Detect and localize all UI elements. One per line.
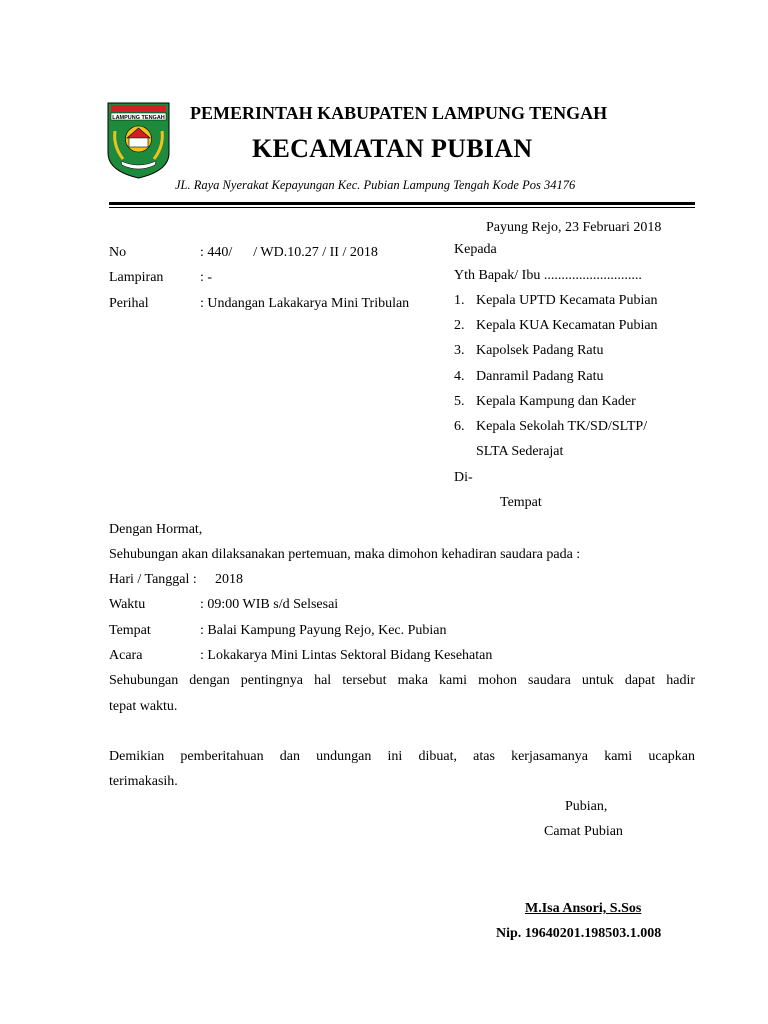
list-item-num: 6. [454,419,465,434]
list-item-num: 1. [454,293,465,308]
signature-name: M.Isa Ansori, S.Sos [525,901,642,916]
list-item: Danramil Padang Ratu [476,369,604,384]
list-item: Kepala Kampung dan Kader [476,394,636,409]
hari-label: Hari / Tanggal : [109,572,197,587]
list-item: Kepala KUA Kecamatan Pubian [476,318,658,333]
list-item-continuation: SLTA Sederajat [476,444,564,459]
lampiran-value: : - [200,270,213,285]
acara-label: Acara [109,648,143,663]
no-label: No [109,245,127,260]
kop-address: JL. Raya Nyerakat Kepayungan Kec. Pubian Lampung Tengah Kode Pos 34176 [175,178,576,192]
di-label: Di- [454,470,473,485]
perihal-label: Perihal [109,296,149,311]
yth: Yth Bapak/ Ibu ............................ [454,268,642,283]
kop-kecamatan: KECAMATAN PUBIAN [252,134,533,163]
hari-value: 2018 [215,572,243,587]
signature-place: Pubian, [565,799,608,814]
waktu-value: : 09:00 WIB s/d Selsesai [200,597,339,612]
signature-title: Camat Pubian [544,824,623,839]
tempat-acara-label: Tempat [109,623,151,638]
intro-text: Sehubungan akan dilaksanakan pertemuan, maka dimohon kehadiran saudara pada : [109,547,581,562]
perihal-value: : Undangan Lakakarya Mini Tribulan [200,296,410,311]
paragraph-1-line-1: Sehubungan dengan pentingnya hal tersebut maka kami mohon saudara untuk dapat hadir [109,673,695,688]
list-item: Kapolsek Padang Ratu [476,343,604,358]
tempat-acara-value: : Balai Kampung Payung Rejo, Kec. Pubian [200,623,447,638]
kop-divider-thick [109,202,695,205]
kepada: Kepada [454,242,497,257]
list-item-num: 4. [454,369,465,384]
list-item-num: 3. [454,343,465,358]
paragraph-2-line-2: terimakasih. [109,774,178,789]
paragraph-2-line-1: Demikian pemberitahuan dan undungan ini dibuat, atas kerjasamanya kami ucapkan [109,749,695,764]
svg-text:LAMPUNG TENGAH: LAMPUNG TENGAH [112,114,165,121]
acara-value: : Lokakarya Mini Lintas Sektoral Bidang Kesehatan [200,648,493,663]
list-item: Kepala Sekolah TK/SD/SLTP/ [476,419,648,434]
list-item-num: 2. [454,318,465,333]
no-value: : 440/ / WD.10.27 / II / 2018 [200,245,378,260]
tempat-label: Tempat [500,495,542,510]
list-item: Kepala UPTD Kecamata Pubian [476,293,658,308]
kop-pemerintah: PEMERINTAH KABUPATEN LAMPUNG TENGAH [190,103,608,123]
list-item-num: 5. [454,394,465,409]
lampiran-label: Lampiran [109,270,164,285]
kop-divider-thin [109,207,695,208]
lampung-tengah-logo [105,101,172,180]
date-place: Payung Rejo, 23 Februari 2018 [486,220,662,235]
signature-nip: Nip. 19640201.198503.1.008 [496,926,662,941]
waktu-label: Waktu [109,597,146,612]
paragraph-1-line-2: tepat waktu. [109,699,178,714]
salutation: Dengan Hormat, [109,522,203,537]
